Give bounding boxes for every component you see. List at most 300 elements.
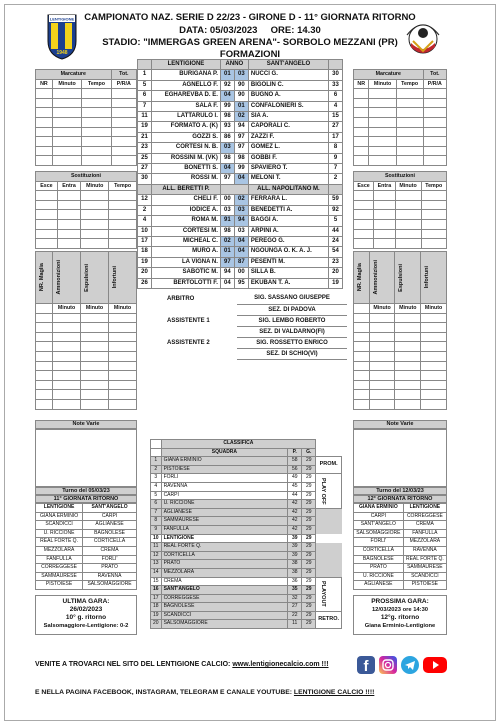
empty-cell[interactable] bbox=[354, 219, 374, 229]
empty-cell[interactable] bbox=[369, 108, 396, 118]
facebook-icon[interactable] bbox=[357, 656, 375, 674]
standings-games: 29 bbox=[302, 577, 316, 586]
empty-cell[interactable] bbox=[421, 191, 446, 201]
empty-cell[interactable] bbox=[354, 323, 370, 333]
empty-cell[interactable] bbox=[423, 137, 446, 147]
empty-cell[interactable] bbox=[395, 399, 421, 409]
empty-cell[interactable] bbox=[52, 117, 82, 127]
empty-row[interactable] bbox=[354, 200, 447, 210]
empty-cell[interactable] bbox=[369, 156, 396, 166]
empty-cell[interactable] bbox=[369, 342, 395, 352]
empty-cell[interactable] bbox=[395, 323, 421, 333]
empty-cell[interactable] bbox=[421, 380, 447, 390]
empty-cell[interactable] bbox=[369, 399, 395, 409]
empty-cell[interactable] bbox=[81, 210, 109, 220]
empty-row[interactable] bbox=[36, 117, 137, 127]
standings-title: CLASSIFICA bbox=[161, 440, 316, 449]
empty-cell[interactable] bbox=[396, 89, 423, 99]
empty-cell[interactable] bbox=[108, 323, 136, 333]
empty-cell[interactable] bbox=[423, 117, 446, 127]
empty-cell[interactable] bbox=[82, 137, 111, 147]
away-player-year: 03 bbox=[234, 205, 248, 215]
assistant2-name: SIG. ROSSETTO ENRICO bbox=[237, 337, 347, 348]
empty-row[interactable] bbox=[354, 156, 447, 166]
empty-cell[interactable] bbox=[421, 351, 447, 361]
empty-row[interactable] bbox=[354, 239, 447, 249]
empty-cell[interactable] bbox=[369, 390, 395, 400]
empty-cell[interactable] bbox=[374, 219, 395, 229]
empty-cell[interactable] bbox=[354, 98, 369, 108]
empty-cell[interactable] bbox=[52, 89, 82, 99]
empty-cell[interactable] bbox=[369, 89, 396, 99]
empty-cell[interactable] bbox=[109, 229, 137, 239]
empty-cell[interactable] bbox=[52, 127, 82, 137]
empty-row[interactable] bbox=[36, 98, 137, 108]
empty-cell[interactable] bbox=[81, 191, 109, 201]
empty-cell[interactable] bbox=[109, 219, 137, 229]
empty-cell[interactable] bbox=[53, 351, 81, 361]
empty-cell[interactable] bbox=[36, 200, 58, 210]
empty-row[interactable] bbox=[354, 313, 447, 323]
empty-cell[interactable] bbox=[111, 98, 136, 108]
empty-cell[interactable] bbox=[53, 361, 81, 371]
empty-row[interactable] bbox=[36, 390, 137, 400]
empty-cell[interactable] bbox=[82, 108, 111, 118]
empty-cell[interactable] bbox=[82, 127, 111, 137]
empty-row[interactable] bbox=[354, 127, 447, 137]
empty-cell[interactable] bbox=[369, 351, 395, 361]
empty-row[interactable] bbox=[36, 191, 137, 201]
empty-row[interactable] bbox=[36, 127, 137, 137]
footer-line2 bbox=[35, 689, 374, 696]
empty-cell[interactable] bbox=[421, 239, 446, 249]
empty-cell[interactable] bbox=[374, 191, 395, 201]
standings-table bbox=[150, 439, 342, 629]
empty-cell[interactable] bbox=[395, 390, 421, 400]
away-player-name: BUGNO A. bbox=[248, 91, 328, 101]
date-time bbox=[5, 25, 495, 36]
empty-cell[interactable] bbox=[421, 361, 447, 371]
empty-row[interactable] bbox=[36, 342, 137, 352]
empty-cell[interactable] bbox=[395, 371, 421, 381]
empty-cell[interactable] bbox=[108, 399, 136, 409]
empty-cell[interactable] bbox=[421, 371, 447, 381]
empty-row[interactable] bbox=[354, 380, 447, 390]
empty-cell[interactable] bbox=[354, 191, 374, 201]
empty-cell[interactable] bbox=[57, 210, 80, 220]
empty-row[interactable] bbox=[36, 210, 137, 220]
home-shirt-number: 4 bbox=[138, 216, 152, 226]
empty-cell[interactable] bbox=[108, 390, 136, 400]
assistant1-name: SIG. LEMBO ROBERTO bbox=[237, 315, 347, 326]
empty-cell[interactable] bbox=[36, 239, 58, 249]
empty-cell[interactable] bbox=[421, 200, 446, 210]
empty-row[interactable] bbox=[354, 361, 447, 371]
empty-cell[interactable] bbox=[53, 313, 81, 323]
empty-cell[interactable] bbox=[36, 342, 53, 352]
empty-cell[interactable] bbox=[36, 399, 53, 409]
empty-cell[interactable] bbox=[354, 89, 369, 99]
empty-cell[interactable] bbox=[354, 332, 370, 342]
empty-row[interactable] bbox=[354, 323, 447, 333]
away-team: SALSOMAGGIORE bbox=[83, 581, 137, 590]
empty-cell[interactable] bbox=[111, 146, 136, 156]
empty-cell[interactable] bbox=[396, 117, 423, 127]
empty-row[interactable] bbox=[36, 108, 137, 118]
empty-cell[interactable] bbox=[421, 332, 447, 342]
next-game-title: PROSSIMA GARA: bbox=[371, 598, 429, 605]
empty-row[interactable] bbox=[36, 399, 137, 409]
empty-row[interactable] bbox=[354, 399, 447, 409]
empty-cell[interactable] bbox=[421, 313, 447, 323]
empty-cell[interactable] bbox=[395, 342, 421, 352]
empty-cell[interactable] bbox=[82, 98, 111, 108]
empty-cell[interactable] bbox=[369, 371, 395, 381]
empty-cell[interactable] bbox=[395, 219, 421, 229]
empty-cell[interactable] bbox=[36, 89, 53, 99]
empty-cell[interactable] bbox=[354, 146, 369, 156]
empty-cell[interactable] bbox=[53, 323, 81, 333]
empty-row[interactable] bbox=[354, 146, 447, 156]
empty-row[interactable] bbox=[36, 332, 137, 342]
empty-cell[interactable] bbox=[109, 210, 137, 220]
empty-cell[interactable] bbox=[36, 380, 53, 390]
empty-cell[interactable] bbox=[81, 332, 109, 342]
empty-row[interactable] bbox=[354, 332, 447, 342]
home-player-name: SALA F. bbox=[152, 101, 221, 111]
standings-points: 11 bbox=[288, 620, 302, 629]
away-player-year: 90 bbox=[234, 91, 248, 101]
empty-cell[interactable] bbox=[396, 156, 423, 166]
empty-cell[interactable] bbox=[354, 200, 374, 210]
assistant1-label: ASSISTENTE 1 bbox=[167, 317, 210, 324]
empty-cell[interactable] bbox=[354, 361, 370, 371]
empty-cell[interactable] bbox=[395, 351, 421, 361]
fixture-row bbox=[36, 581, 137, 590]
empty-row[interactable] bbox=[36, 361, 137, 371]
empty-cell[interactable] bbox=[421, 219, 446, 229]
empty-row[interactable] bbox=[354, 351, 447, 361]
empty-cell[interactable] bbox=[36, 210, 58, 220]
empty-cell[interactable] bbox=[36, 351, 53, 361]
empty-cell[interactable] bbox=[421, 399, 447, 409]
empty-cell[interactable] bbox=[354, 371, 370, 381]
empty-cell[interactable] bbox=[369, 117, 396, 127]
blank-cell bbox=[316, 560, 342, 569]
empty-cell[interactable] bbox=[354, 108, 369, 118]
empty-cell[interactable] bbox=[374, 239, 395, 249]
empty-cell[interactable] bbox=[395, 210, 421, 220]
empty-row[interactable] bbox=[354, 229, 447, 239]
away-shirt-number: 8 bbox=[329, 143, 343, 153]
empty-cell[interactable] bbox=[354, 399, 370, 409]
empty-cell[interactable] bbox=[354, 351, 370, 361]
empty-cell[interactable] bbox=[369, 146, 396, 156]
empty-cell[interactable] bbox=[423, 156, 446, 166]
last-col1: LENTIGIONE bbox=[36, 504, 83, 513]
telegram-icon[interactable] bbox=[401, 656, 419, 674]
empty-cell[interactable] bbox=[354, 390, 370, 400]
empty-cell[interactable] bbox=[52, 137, 82, 147]
away-player-name: ZAZZI F. bbox=[248, 132, 328, 142]
home-player-name: LA VIGNA N. bbox=[152, 257, 221, 267]
empty-cell[interactable] bbox=[396, 146, 423, 156]
empty-cell[interactable] bbox=[396, 127, 423, 137]
away-notes-box[interactable] bbox=[353, 429, 447, 487]
empty-cell[interactable] bbox=[395, 191, 421, 201]
empty-cell[interactable] bbox=[81, 361, 109, 371]
empty-cell[interactable] bbox=[52, 98, 82, 108]
empty-cell[interactable] bbox=[423, 108, 446, 118]
empty-cell[interactable] bbox=[369, 323, 395, 333]
empty-cell[interactable] bbox=[354, 342, 370, 352]
empty-cell[interactable] bbox=[111, 156, 136, 166]
empty-cell[interactable] bbox=[109, 200, 137, 210]
empty-cell[interactable] bbox=[53, 390, 81, 400]
empty-cell[interactable] bbox=[354, 127, 369, 137]
date-value: 05/03/2023 bbox=[209, 25, 258, 36]
empty-cell[interactable] bbox=[52, 146, 82, 156]
empty-row[interactable] bbox=[354, 210, 447, 220]
empty-cell[interactable] bbox=[395, 200, 421, 210]
empty-cell[interactable] bbox=[82, 117, 111, 127]
empty-cell[interactable] bbox=[81, 351, 109, 361]
empty-cell[interactable] bbox=[53, 399, 81, 409]
empty-cell[interactable] bbox=[108, 361, 136, 371]
empty-cell[interactable] bbox=[395, 239, 421, 249]
home-player-name: CORTESI N. B. bbox=[152, 143, 221, 153]
empty-cell[interactable] bbox=[111, 117, 136, 127]
fixture-row bbox=[36, 555, 137, 564]
empty-cell[interactable] bbox=[369, 361, 395, 371]
empty-row[interactable] bbox=[354, 108, 447, 118]
standings-games: 29 bbox=[302, 611, 316, 620]
empty-cell[interactable] bbox=[82, 156, 111, 166]
empty-cell[interactable] bbox=[36, 191, 58, 201]
empty-cell[interactable] bbox=[82, 89, 111, 99]
empty-cell[interactable] bbox=[57, 191, 80, 201]
empty-cell[interactable] bbox=[421, 323, 447, 333]
empty-cell[interactable] bbox=[36, 323, 53, 333]
empty-cell[interactable] bbox=[81, 380, 109, 390]
empty-cell[interactable] bbox=[36, 127, 53, 137]
empty-row[interactable] bbox=[36, 89, 137, 99]
scorers-header: Marcature bbox=[354, 70, 424, 80]
blank-cell bbox=[138, 184, 152, 194]
empty-row[interactable] bbox=[36, 200, 137, 210]
empty-cell[interactable] bbox=[369, 380, 395, 390]
empty-row[interactable] bbox=[36, 137, 137, 147]
empty-row[interactable] bbox=[354, 191, 447, 201]
empty-cell[interactable] bbox=[111, 137, 136, 147]
empty-cell[interactable] bbox=[36, 371, 53, 381]
empty-cell[interactable] bbox=[395, 361, 421, 371]
empty-cell[interactable] bbox=[369, 127, 396, 137]
empty-cell[interactable] bbox=[423, 89, 446, 99]
empty-cell[interactable] bbox=[374, 210, 395, 220]
website-link[interactable]: www.lentigionecalcio.com !!! bbox=[232, 661, 329, 668]
away-shirt-number: 92 bbox=[329, 205, 343, 215]
empty-cell[interactable] bbox=[52, 108, 82, 118]
empty-cell[interactable] bbox=[52, 156, 82, 166]
empty-cell[interactable] bbox=[421, 210, 446, 220]
empty-row[interactable] bbox=[36, 219, 137, 229]
empty-row[interactable] bbox=[36, 146, 137, 156]
empty-cell[interactable] bbox=[36, 137, 53, 147]
empty-cell[interactable] bbox=[423, 146, 446, 156]
empty-cell[interactable] bbox=[36, 117, 53, 127]
empty-cell[interactable] bbox=[108, 371, 136, 381]
lineup-row bbox=[138, 174, 343, 184]
empty-cell[interactable] bbox=[81, 399, 109, 409]
standings-row bbox=[151, 517, 342, 526]
empty-cell[interactable] bbox=[354, 380, 370, 390]
empty-row[interactable] bbox=[36, 380, 137, 390]
empty-cell[interactable] bbox=[81, 229, 109, 239]
empty-cell[interactable] bbox=[369, 332, 395, 342]
empty-cell[interactable] bbox=[354, 239, 374, 249]
empty-row[interactable] bbox=[36, 156, 137, 166]
empty-cell[interactable] bbox=[81, 219, 109, 229]
empty-cell[interactable] bbox=[396, 98, 423, 108]
empty-cell[interactable] bbox=[111, 89, 136, 99]
empty-row[interactable] bbox=[36, 371, 137, 381]
empty-row[interactable] bbox=[354, 137, 447, 147]
empty-cell[interactable] bbox=[108, 380, 136, 390]
empty-cell[interactable] bbox=[111, 108, 136, 118]
blank-cell bbox=[220, 184, 248, 194]
empty-cell[interactable] bbox=[395, 380, 421, 390]
empty-cell[interactable] bbox=[354, 137, 369, 147]
empty-cell[interactable] bbox=[81, 323, 109, 333]
empty-cell[interactable] bbox=[36, 108, 53, 118]
empty-cell[interactable] bbox=[354, 210, 374, 220]
next-game-date: 12/03/2023 ore 14:30 bbox=[371, 607, 429, 613]
empty-cell[interactable] bbox=[81, 239, 109, 249]
col-yellow: Ammonizioni bbox=[56, 260, 63, 295]
empty-cell[interactable] bbox=[57, 200, 80, 210]
empty-cell[interactable] bbox=[81, 390, 109, 400]
away-team: PRATO bbox=[83, 564, 137, 573]
empty-cell[interactable] bbox=[57, 229, 80, 239]
empty-row[interactable] bbox=[354, 89, 447, 99]
empty-cell[interactable] bbox=[53, 342, 81, 352]
home-notes-box[interactable] bbox=[35, 429, 137, 487]
col-nr: NR bbox=[36, 79, 53, 89]
empty-row[interactable] bbox=[354, 371, 447, 381]
empty-cell[interactable] bbox=[53, 332, 81, 342]
empty-cell[interactable] bbox=[395, 229, 421, 239]
empty-cell[interactable] bbox=[374, 229, 395, 239]
empty-cell[interactable] bbox=[369, 98, 396, 108]
empty-row[interactable] bbox=[354, 342, 447, 352]
away-team: BAGNOLESE bbox=[83, 529, 137, 538]
empty-cell[interactable] bbox=[354, 229, 374, 239]
standings-games: 29 bbox=[302, 482, 316, 491]
home-player-year: 03 bbox=[220, 143, 234, 153]
empty-cell[interactable] bbox=[36, 390, 53, 400]
home-team: FANFULLA bbox=[36, 555, 83, 564]
empty-cell[interactable] bbox=[36, 361, 53, 371]
empty-cell[interactable] bbox=[369, 313, 395, 323]
empty-row[interactable] bbox=[36, 239, 137, 249]
empty-cell[interactable] bbox=[81, 313, 109, 323]
standings-row bbox=[151, 603, 342, 612]
instagram-icon[interactable] bbox=[379, 656, 397, 674]
empty-cell[interactable] bbox=[53, 380, 81, 390]
empty-row[interactable] bbox=[354, 390, 447, 400]
empty-cell[interactable] bbox=[108, 332, 136, 342]
away-team: AGLIANESE bbox=[83, 521, 137, 530]
empty-row[interactable] bbox=[36, 323, 137, 333]
empty-cell[interactable] bbox=[109, 239, 137, 249]
empty-cell[interactable] bbox=[108, 313, 136, 323]
empty-cell[interactable] bbox=[81, 371, 109, 381]
empty-cell[interactable] bbox=[36, 332, 53, 342]
empty-cell[interactable] bbox=[36, 313, 53, 323]
empty-cell[interactable] bbox=[57, 239, 80, 249]
away-player-year: 04 bbox=[234, 247, 248, 257]
empty-cell[interactable] bbox=[111, 127, 136, 137]
assistant2-section: SEZ. DI SCHIO(VI) bbox=[237, 348, 347, 359]
empty-cell[interactable] bbox=[81, 200, 109, 210]
standings-row bbox=[151, 543, 342, 552]
last-game-date: 26/02/2023 bbox=[69, 606, 103, 613]
empty-cell[interactable] bbox=[108, 342, 136, 352]
youtube-icon[interactable] bbox=[423, 657, 447, 673]
empty-row[interactable] bbox=[354, 117, 447, 127]
empty-cell[interactable] bbox=[423, 127, 446, 137]
empty-cell[interactable] bbox=[354, 117, 369, 127]
empty-cell[interactable] bbox=[81, 342, 109, 352]
empty-cell[interactable] bbox=[421, 229, 446, 239]
empty-cell[interactable] bbox=[36, 98, 53, 108]
empty-cell[interactable] bbox=[354, 313, 370, 323]
empty-row[interactable] bbox=[354, 219, 447, 229]
empty-cell[interactable] bbox=[395, 313, 421, 323]
empty-row[interactable] bbox=[36, 229, 137, 239]
fixture-row bbox=[354, 546, 447, 555]
home-player-name: ROMA M. bbox=[152, 216, 221, 226]
empty-cell[interactable] bbox=[396, 137, 423, 147]
empty-row[interactable] bbox=[354, 98, 447, 108]
empty-cell[interactable] bbox=[423, 98, 446, 108]
away-shirt-number: 2 bbox=[329, 174, 343, 184]
empty-cell[interactable] bbox=[421, 390, 447, 400]
empty-cell[interactable] bbox=[57, 219, 80, 229]
standings-points: 38 bbox=[288, 560, 302, 569]
empty-cell[interactable] bbox=[36, 219, 58, 229]
empty-cell[interactable] bbox=[421, 342, 447, 352]
empty-cell[interactable] bbox=[36, 156, 53, 166]
empty-row[interactable] bbox=[36, 313, 137, 323]
empty-row[interactable] bbox=[36, 351, 137, 361]
empty-cell[interactable] bbox=[53, 371, 81, 381]
empty-cell[interactable] bbox=[369, 137, 396, 147]
empty-cell[interactable] bbox=[374, 200, 395, 210]
col-pra: P/R/A bbox=[423, 79, 446, 89]
empty-cell[interactable] bbox=[36, 146, 53, 156]
home-team: GIANA ERMINIO bbox=[36, 512, 83, 521]
standings-position: 17 bbox=[151, 594, 162, 603]
empty-cell[interactable] bbox=[396, 108, 423, 118]
empty-cell[interactable] bbox=[395, 332, 421, 342]
empty-cell[interactable] bbox=[108, 351, 136, 361]
empty-cell[interactable] bbox=[82, 146, 111, 156]
empty-cell[interactable] bbox=[354, 156, 369, 166]
empty-cell[interactable] bbox=[36, 229, 58, 239]
empty-cell[interactable] bbox=[109, 191, 137, 201]
